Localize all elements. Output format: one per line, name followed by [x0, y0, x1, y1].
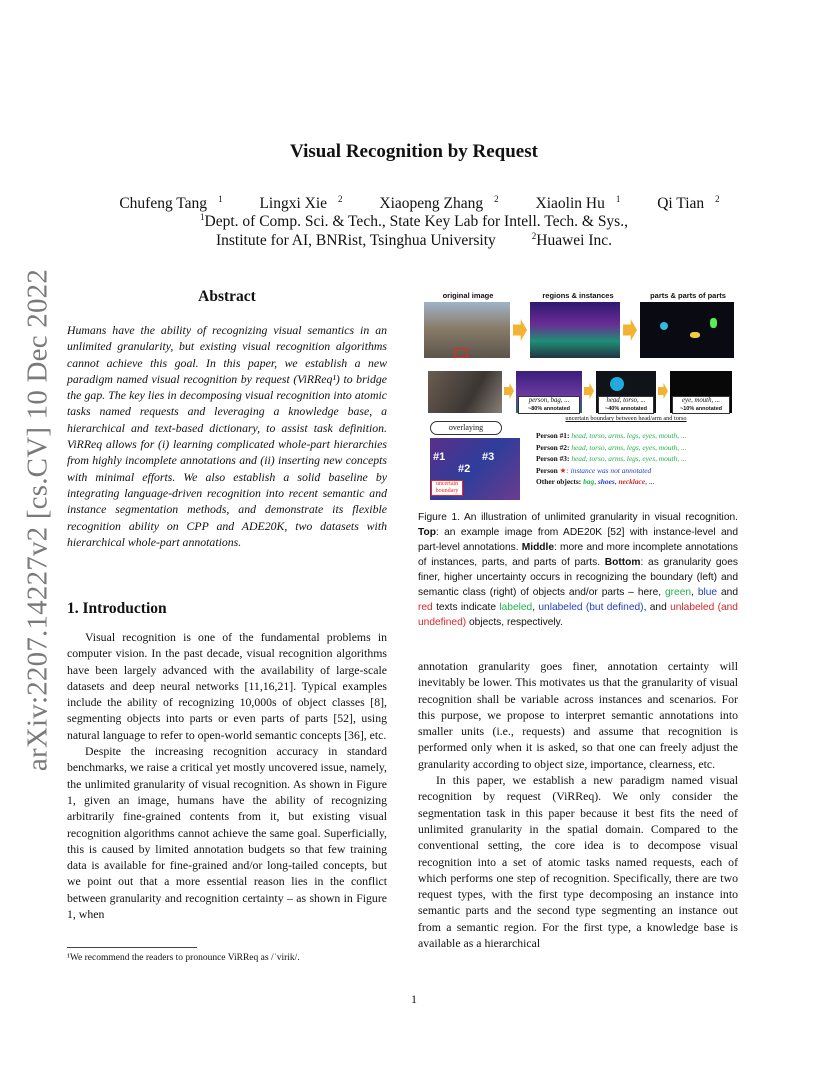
other-objects-row: Other objects: bag, shoes, necklace, ... [536, 477, 655, 486]
instance-mark: #1 [433, 451, 446, 463]
arrow-right-icon [658, 383, 668, 399]
person-list [536, 430, 736, 488]
paragraph: Despite the increasing recognition accuracy in standard benchmarks, we raise a critical yet mostly uncovered issue, namely, the unlimited granularity of visual recognition. As shown in Figure 1, given an image, humans have the ability of recognizing arbitrarily fine-grained contents from it, but existing visual recognition algorithms cannot achieve the same goal. Superficially, this is caused by limited annotation budgets so that few training data is available for fine-grained and/or long-tailed concepts, but we point out that a more essential reason lies in the conflict between granularity and recognition certainty – as shown in Figure 1, when [67, 744, 387, 922]
uncertain-note: uncertain boundary between head/arm and torso [565, 415, 687, 422]
paragraph: annotation granularity goes finer, annotation certainty will inevitably be lower. This motivates us that the granularity of visual recognition shall be variable across instances and scenarios. For this purpose, we propose to interpret semantic annotations into smaller units (i.e., requests) and assume that recognition is performed only when it is asked, so that one can freely adjust the granularity according to object size, importance, clearness, etc. [418, 659, 738, 771]
zoomed-image [428, 371, 502, 413]
author: Lingxi Xie $^2$ [259, 193, 343, 212]
figure-1-caption: Figure 1. An illustration of unlimited granularity in visual recognition. Top: an example image from ADE20K [52] with instance-level and part-level annotations. Middle: more and more incomplete annotations of instances, parts, and parts of parts. Bottom: as granularity goes finer, higher uncertainty occurs in recognizing the boundary (left) and semantic class (right) of objects and/or parts – here, green, blue and red texts indicate labeled, unlabeled (but defined), and unlabeled (and undefined) objects, respectively. [418, 512, 738, 628]
page-number: 1 [411, 992, 417, 1006]
arrow-right-icon [584, 383, 594, 399]
figure-1 [418, 289, 738, 504]
arrow-right-icon [513, 319, 527, 341]
arrow-right-icon [504, 383, 514, 399]
author: Qi Tian $^2$ [657, 193, 720, 212]
part-blob [690, 332, 700, 338]
intro-right-column [418, 658, 738, 951]
annotation-tag: person, bag, ... ~80% annotated [518, 396, 580, 414]
author: Chufeng Tang $^1$ [119, 193, 223, 212]
regions-image [530, 302, 620, 358]
paragraph: Visual recognition is one of the fundamental problems in computer vision. In the past decade, visual recognition algorithms have been largely advanced with the availability of large-scale datasets and deep neural networks [11,16,21]. Typical examples include the ability of recognizing 10,000s of object classes [8], segmenting objects into parts or even parts of parts [52], using natural language to refer to open-world semantic concepts [36], etc. [67, 630, 387, 742]
col-label-regions: regions & instances [542, 291, 614, 300]
affiliation-1: $^1$Dept. of Comp. Sci. & Tech., State Key Lab for Intell. Tech. & Sys., [200, 211, 628, 230]
section-heading-introduction: 1. Introduction [67, 600, 167, 617]
abstract-heading: Abstract [198, 288, 256, 305]
abstract-text: Humans have the ability of recognizing visual semantics in an unlimited granularity, but existing visual recognition algorithms cannot achieve this goal. In this paper, we establish a new paradigm named visual recognition by request (ViRReq¹) to bridge the gap. The key lies in decomposing visual recognition into atomic tasks named requests and leveraging a knowledge base, a hierarchical and text-based dictionary, to assist task definition. ViRReq allows for (i) learning complicated whole-part hierarchies from highly incomplete annotations and (ii) inserting new concepts with minimal efforts. We also establish a solid baseline by integrating language-driven recognition into recent semantic and instance segmentation methods, and demonstrate its flexible recognition ability on CPP and ADE20K, two datasets with hierarchical whole-part annotations. [67, 323, 387, 549]
highlight-box [454, 348, 468, 358]
instance-mark: #3 [482, 451, 495, 463]
annotation-tag: head, torso, ... ~40% annotated [598, 396, 654, 414]
arxiv-id: arXiv:2207.14227v2 [cs.CV] 10 Dec 2022 [21, 268, 54, 772]
parts-crop [596, 371, 656, 413]
subparts-crop [670, 371, 732, 413]
col-label-original: original image [442, 291, 494, 300]
arxiv-sidebar [18, 268, 58, 772]
head-part [610, 377, 624, 391]
arrow-right-icon [623, 319, 637, 341]
footnote-rule [67, 947, 197, 948]
parts-image [640, 302, 734, 358]
author-list [0, 195, 828, 213]
affiliation-2: Institute for AI, BNRist, Tsinghua University $^2$Huawei Inc. [215, 230, 613, 249]
original-image [424, 302, 510, 358]
star-icon: ★ [559, 465, 567, 475]
part-blob [660, 322, 668, 330]
paper-title: Visual Recognition by Request [290, 141, 538, 162]
author: Xiaopeng Zhang $^2$ [379, 193, 499, 212]
overlay-image [430, 438, 520, 500]
person-row: Person ★: instance was not annotated [536, 465, 652, 475]
overlaying-label: overlaying [430, 421, 502, 435]
col-label-parts: parts & parts of parts [650, 291, 726, 300]
person-row: Person #3: head, torso, arms, legs, eyes, mouth, ... [536, 454, 687, 463]
annotation-tag: eye, mouth, ... ~10% annotated [672, 396, 730, 414]
instance-mark: #2 [458, 463, 471, 475]
person-row: Person #1: head, torso, arms, legs, eyes, mouth, ... [536, 431, 687, 440]
uncertain-boundary-label: uncertain boundary [431, 480, 463, 496]
author: Xiaolin Hu $^1$ [535, 193, 621, 212]
instances-crop [516, 371, 582, 413]
person-row: Person #2: head, torso, arms, legs, eyes, mouth, ... [536, 442, 687, 452]
footnote: ¹We recommend the readers to pronounce ViRReq as /ˈvirik/. [67, 953, 300, 963]
intro-left-column [67, 629, 387, 922]
part-blob [710, 318, 717, 328]
paragraph: In this paper, we establish a new paradigm named visual recognition by request (ViRReq). We only consider the segmentation task in this paper because it best fits the need of unlimited granularity in the spatial domain. Compared to the conventional setting, the core idea is to decompose visual recognition into a set of atomic tasks named requests, each of which performs one step of recognition. Specifically, there are two request types, with the first type decomposing an instance into semantic parts and the second type segmenting an instance out from a semantic region. For the first type, a knowledge base is available as a hierarchical [418, 773, 738, 951]
